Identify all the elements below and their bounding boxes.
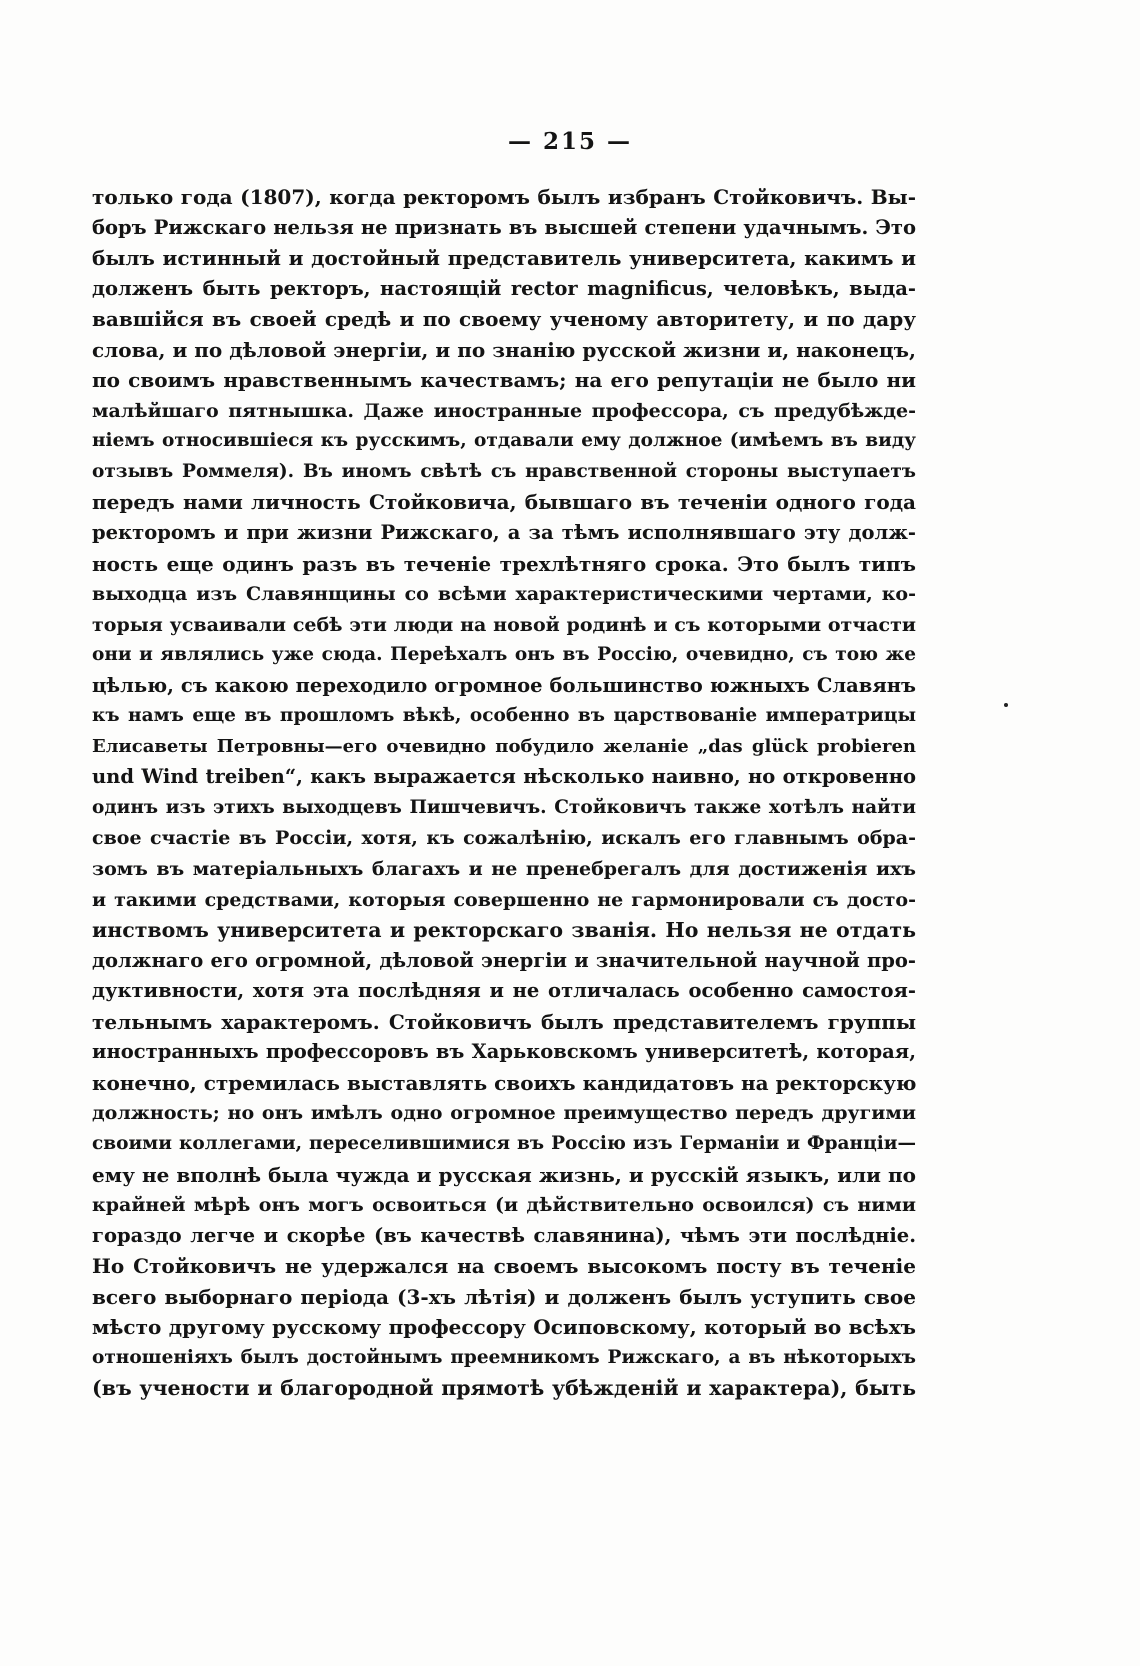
text-line: одинъ изъ этихъ выходцевъ Пишчевичъ. Стойковичъ также хотѣлъ найти (92, 796, 916, 818)
text-line: отзывъ Роммеля). Въ иномъ свѣтѣ съ нравственной стороны выступаетъ (92, 460, 916, 482)
text-line: ему не вполнѣ была чужда и русская жизнь, и русскій языкъ, или по (92, 1162, 916, 1187)
body-text (92, 182, 916, 1404)
text-line: дуктивности, хотя эта послѣдняя и не отличалась особенно самостоя- (92, 979, 916, 1003)
text-line: гораздо легче и скорѣе (въ качествѣ славянина), чѣмъ эти послѣдніе. (92, 1223, 916, 1247)
text-line: und Wind treiben“, какъ выражается нѣсколько наивно, но откровенно (92, 765, 916, 789)
text-line: и такими средствами, которыя совершенно не гармонировали съ досто- (92, 888, 916, 911)
print-speck (1004, 703, 1008, 707)
text-line: боръ Рижскаго нельзя не признать въ высшей степени удачнымъ. Это (92, 215, 916, 239)
text-line: своими коллегами, переселившимися въ Россію изъ Германіи и Франціи— (92, 1132, 916, 1154)
text-line: иностранныхъ профессоровъ въ Харьковскомъ университетѣ, которая, (92, 1040, 916, 1064)
text-line: былъ истинный и достойный представитель университета, какимъ и (92, 246, 916, 271)
text-line: они и являлись уже сюда. Переѣхалъ онъ въ Россію, очевидно, съ тою же (92, 644, 916, 666)
text-line: всего выборнаго періода (3-хъ лѣтія) и долженъ былъ уступить свое (92, 1284, 916, 1309)
text-line: крайней мѣрѣ онъ могъ освоиться (и дѣйствительно освоился) съ ними (92, 1194, 916, 1217)
text-line: малѣйшаго пятнышка. Даже иностранные профессора, съ предубѣжде- (92, 399, 916, 422)
text-line: слова, и по дѣловой энергіи, и по знанію русской жизни и, наконецъ, (92, 337, 916, 362)
text-line: Елисаветы Петровны—его очевидно побудило желаніе „das glück probieren (92, 735, 916, 757)
text-line: ность еще одинъ разъ въ теченіе трехлѣтняго срока. Это былъ типъ (92, 551, 916, 576)
text-line: къ намъ еще въ прошломъ вѣкѣ, особенно въ царствованіе императрицы (92, 705, 916, 727)
text-line: вавшійся въ своей средѣ и по своему ученому авторитету, и по дару (92, 307, 916, 332)
text-line: инствомъ университета и ректорскаго званія. Но нельзя не отдать (92, 918, 916, 943)
text-line: Но Стойковичъ не удержался на своемъ высокомъ посту въ теченіе (92, 1254, 916, 1279)
text-line: выходца изъ Славянщины со всѣми характеристическими чертами, ко- (92, 583, 916, 606)
text-line: конечно, стремилась выставлять своихъ кандидатовъ на ректорскую (92, 1070, 916, 1095)
text-line: торыя усваивали себѣ эти люди на новой родинѣ и съ которыми отчасти (92, 613, 916, 636)
text-line: долженъ быть ректоръ, настоящій rector magnificus, человѣкъ, выда- (92, 276, 916, 300)
text-line: зомъ въ матеріальныхъ благахъ и не пренебрегалъ для достиженія ихъ (92, 858, 916, 881)
text-line: свое счастіе въ Россіи, хотя, къ сожалѣнію, искалъ его главнымъ обра- (92, 827, 916, 850)
text-line: передъ нами личность Стойковича, бывшаго въ теченіи одного года (92, 490, 916, 515)
text-line: по своимъ нравственнымъ качествамъ; на его репутаціи не было ни (92, 368, 916, 393)
text-line: ніемъ относившіеся къ русскимъ, отдавали ему должное (имѣемъ въ виду (92, 430, 916, 452)
page-number: — 215 — (507, 128, 633, 155)
text-line: мѣсто другому русскому профессору Осиповскому, который во всѣхъ (92, 1315, 916, 1340)
text-line: цѣлью, съ какою переходило огромное большинство южныхъ Славянъ (92, 673, 916, 697)
text-line: тельнымъ характеромъ. Стойковичъ былъ представителемъ группы (92, 1009, 916, 1034)
text-line: только года (1807), когда ректоромъ былъ избранъ Стойковичъ. Вы- (92, 185, 916, 209)
text-line: должность; но онъ имѣлъ одно огромное преимущество передъ другими (92, 1102, 916, 1125)
text-line: должнаго его огромной, дѣловой энергіи и значительной научной про- (92, 948, 916, 972)
text-line: отношеніяхъ былъ достойнымъ преемникомъ Рижскаго, а въ нѣкоторыхъ (92, 1346, 916, 1368)
text-line: ректоромъ и при жизни Рижскаго, а за тѣмъ исполнявшаго эту долж- (92, 521, 916, 545)
text-line: (въ учености и благородной прямотѣ убѣжденій и характера), быть (92, 1376, 916, 1401)
